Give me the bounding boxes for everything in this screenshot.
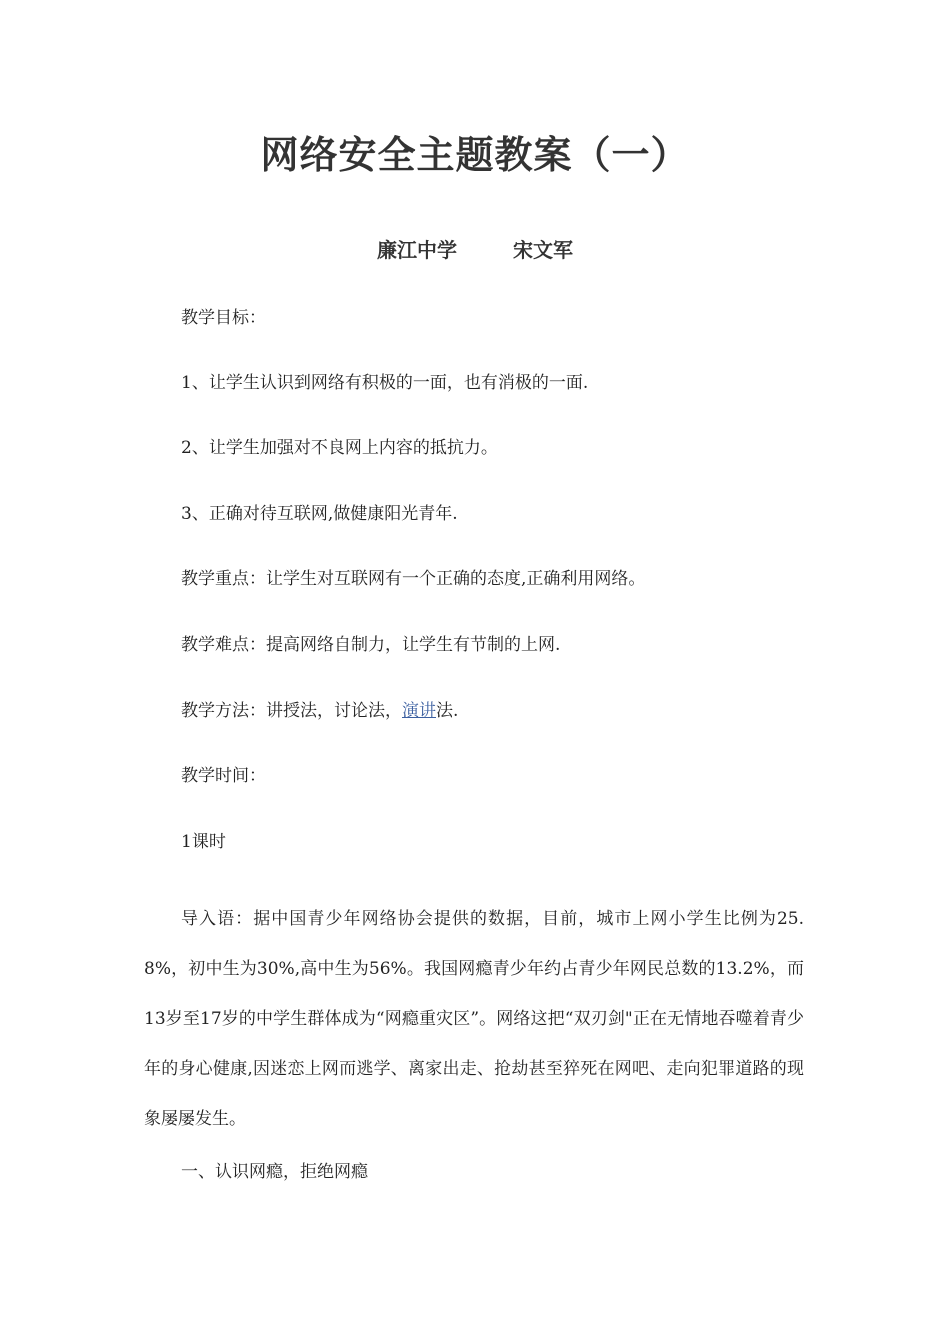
objective-1: 1、让学生认识到网络有积极的一面，也有消极的一面. [181,373,589,393]
teaching-methods [181,701,458,721]
teaching-objectives-heading: 教学目标： [181,308,266,328]
section-heading: 一、认识网瘾，拒绝网瘾 [181,1162,368,1182]
objective-3: 3、正确对待互联网,做健康阳光青年. [181,504,458,524]
school-name: 廉江中学 [377,238,457,262]
methods-suffix: 法. [436,701,459,721]
teaching-time-heading: 教学时间： [181,766,266,786]
byline [0,234,950,263]
intro-paragraph: 导入语：据中国青少年网络协会提供的数据，目前，城市上网小学生比例为25.8%，初中生为30%,高中生为56%。我国网瘾青少年约占青少年网民总数的13.2%，而13岁至17岁的中学生群体成为“网瘾重灾区”。网络这把“双刃剑"正在无情地吞噬着青少年的身心健康,因迷恋上网而逃学、离家出走、抢劫甚至猝死在网吧、走向犯罪道路的现象屡屡发生。 [144,909,804,1129]
methods-prefix: 教学方法：讲授法，讨论法， [181,701,402,721]
author-name: 宋文军 [513,238,573,262]
objective-2: 2、让学生加强对不良网上内容的抵抗力。 [181,438,498,458]
speech-link[interactable]: 演讲 [402,701,436,721]
document-title: 网络安全主题教案（一） [260,133,690,177]
teaching-key-points: 教学重点：让学生对互联网有一个正确的态度,正确利用网络。 [181,569,646,589]
teaching-time-value: 1课时 [181,832,226,852]
teaching-difficulties: 教学难点：提高网络自制力，让学生有节制的上网. [181,635,561,655]
